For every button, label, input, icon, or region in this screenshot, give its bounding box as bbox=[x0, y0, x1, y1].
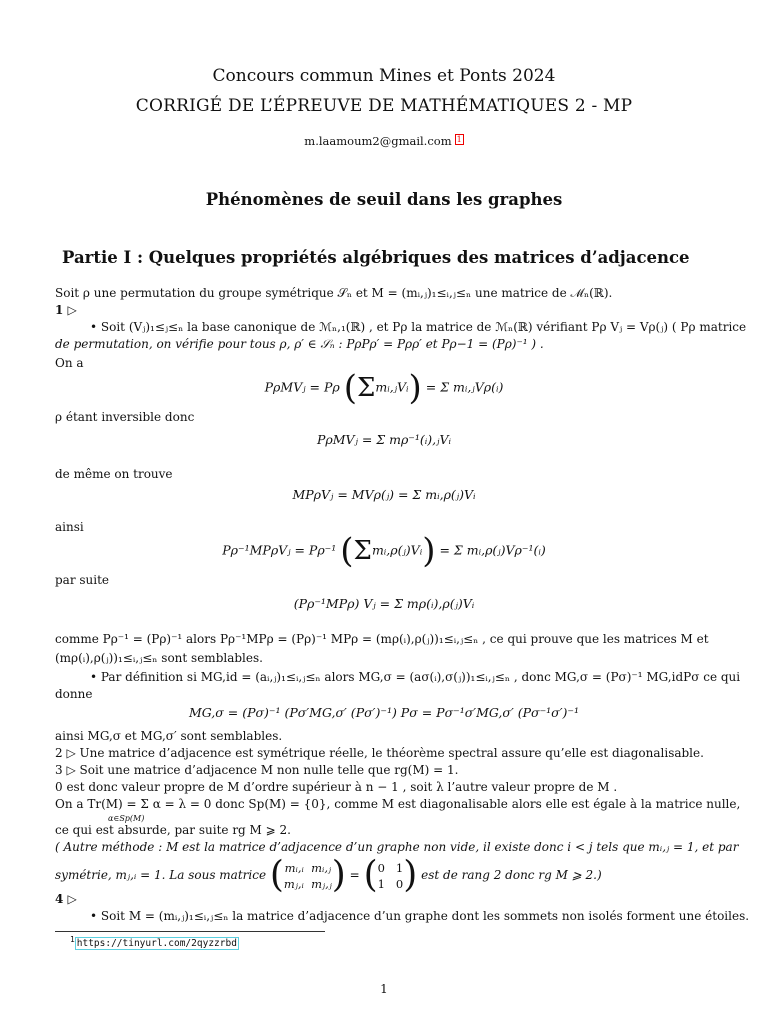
eq1-left: PρMVⱼ = Pρ bbox=[264, 379, 340, 395]
text-ainsi: ainsi bbox=[55, 520, 84, 534]
author-line bbox=[0, 134, 768, 148]
text-semblables: ainsi MG,σ et MG,σ′ sont semblables. bbox=[55, 729, 283, 743]
matrix-entry: 1 bbox=[377, 876, 385, 891]
autre-text-a: symétrie, mⱼ,ᵢ = 1. La sous matrice bbox=[55, 868, 267, 882]
eq4-right: = Σ mᵢ,ρ(ⱼ)Vρ⁻¹(ᵢ) bbox=[439, 542, 546, 558]
equation-6: MG,σ = (Pσ)⁻¹ (Pσ′MG,σ′ (Pσ′)⁻¹) Pσ = Pσ⁻¹σ′MG,σ′ (Pσ⁻¹σ′)⁻¹ bbox=[188, 705, 580, 720]
question-1-label: 1 ▷ bbox=[55, 303, 77, 317]
question-3: 3 ▷ Soit une matrice d’adjacence M non nulle telle que rg(M) = 1. bbox=[55, 763, 459, 777]
footnote-rule bbox=[55, 931, 325, 932]
sub-matrix bbox=[284, 860, 332, 892]
equation-4: Pρ⁻¹MPρVⱼ = Pρ⁻¹ (Σmᵢ,ρ(ⱼ)Vᵢ) = Σ mᵢ,ρ(ⱼ)Vρ⁻¹(ᵢ) bbox=[222, 531, 546, 571]
footnote bbox=[70, 935, 239, 949]
footnote-reference[interactable]: 1 bbox=[456, 135, 462, 144]
text-par-suite: par suite bbox=[55, 573, 110, 587]
question-3-line4: ce qui est absurde, par suite rg M ⩾ 2. bbox=[55, 823, 291, 837]
text-on-a: On a bbox=[55, 356, 84, 370]
question-3-line2: 0 est donc valeur propre de M d’ordre supérieur à n − 1 , soit λ l’autre valeur propre de M . bbox=[55, 780, 618, 794]
document-title: Concours commun Mines et Ponts 2024 bbox=[212, 66, 556, 86]
footnote-mark: 1 bbox=[70, 935, 75, 944]
autre-methode-line2: symétrie, mⱼ,ᵢ = 1. La sous matrice (mᵢ,ᵢ mᵢ,ⱼ mⱼ,ᵢ mⱼ,ⱼ) = (0 1 1 0) est de rang 2 donc rg M ⩾ 2.) bbox=[55, 854, 602, 896]
question-3-line3: On a Tr(M) = Σ α = λ = 0 donc Sp(M) = {0}, comme M est diagonalisable alors elle est égale à la matrice nulle, bbox=[55, 797, 741, 811]
bullet-4: • Soit M = (mᵢ,ⱼ)₁≤ᵢ,ⱼ≤ₙ la matrice d’adjacence d’un graphe dont les sommets non isolés forment une étoiles. bbox=[90, 909, 750, 923]
autre-text-b: est de rang 2 donc rg M ⩾ 2.) bbox=[421, 868, 602, 882]
matrix-entry: mᵢ,ⱼ bbox=[311, 860, 332, 875]
matrix-entry: mⱼ,ⱼ bbox=[311, 876, 332, 891]
text-inversible: ρ étant inversible donc bbox=[55, 410, 195, 424]
page-number: 1 bbox=[380, 982, 388, 996]
matrix-entry: 0 bbox=[395, 876, 404, 891]
eq4-left: Pρ⁻¹MPρVⱼ = Pρ⁻¹ bbox=[222, 542, 337, 558]
section-title: Phénomènes de seuil dans les graphes bbox=[205, 190, 563, 209]
question-4-label: 4 ▷ bbox=[55, 892, 77, 906]
trace-subscript: α∈Sp(M) bbox=[108, 814, 145, 823]
equation-3: MPρVⱼ = MVρ(ⱼ) = Σ mᵢ,ρ(ⱼ)Vᵢ bbox=[292, 487, 476, 502]
question-2: 2 ▷ Une matrice d’adjacence est symétrique réelle, le théorème spectral assure qu’elle est diagonalisable. bbox=[55, 746, 704, 760]
comme-line2: (mρ(ᵢ),ρ(ⱼ))₁≤ᵢ,ⱼ≤ₙ sont semblables. bbox=[55, 651, 263, 665]
bullet-2-line1: • Par définition si MG,id = (aᵢ,ⱼ)₁≤ᵢ,ⱼ≤ₙ alors MG,σ = (aσ(ᵢ),σ(ⱼ))₁≤ᵢ,ⱼ≤ₙ , donc MG,σ = (Pσ)⁻¹ MG,idPσ ce qui bbox=[90, 670, 741, 684]
matrix-entry: 0 bbox=[377, 860, 385, 875]
author-email[interactable]: m.laamoum2@gmail.com bbox=[304, 134, 452, 148]
autre-methode-line1: ( Autre méthode : M est la matrice d’adjacence d’un graphe non vide, il existe donc i < j tels que mᵢ,ⱼ = 1, et par bbox=[55, 840, 739, 854]
bullet-1-line1: • Soit (Vⱼ)₁≤ⱼ≤ₙ la base canonique de ℳₙ,₁(ℝ) , et Pρ la matrice de ℳₙ(ℝ) vérifiant Pρ Vⱼ = Vρ(ⱼ) ( Pρ matrice bbox=[90, 320, 747, 334]
eq1-right: = Σ mᵢ,ⱼVρ(ᵢ) bbox=[425, 379, 504, 395]
comme-line1: comme Pρ⁻¹ = (Pρ)⁻¹ alors Pρ⁻¹MPρ = (Pρ)⁻¹ MPρ = (mρ(ᵢ),ρ(ⱼ))₁≤ᵢ,ⱼ≤ₙ , ce qui prouve que les matrices M et bbox=[55, 632, 709, 646]
matrix-entry: 1 bbox=[395, 860, 404, 875]
part-title: Partie I : Quelques propriétés algébriques des matrices d’adjacence bbox=[62, 248, 690, 267]
equation-1: PρMVⱼ = Pρ (Σmᵢ,ⱼVᵢ) = Σ mᵢ,ⱼVρ(ᵢ) bbox=[264, 368, 504, 408]
text-de-meme: de même on trouve bbox=[55, 467, 173, 481]
footnote-link[interactable]: https://tinyurl.com/2qyzzrbd bbox=[76, 938, 237, 950]
bullet-1-line2: de permutation, on vérifie pour tous ρ, ρ′ ∈ 𝒮ₙ : PρPρ′ = Pρρ′ et Pρ−1 = (Pρ)⁻¹ ) . bbox=[55, 337, 544, 351]
value-matrix bbox=[378, 860, 404, 892]
equation-2: PρMVⱼ = Σ mρ⁻¹(ᵢ),ⱼVᵢ bbox=[316, 432, 451, 447]
intro-text: Soit ρ une permutation du groupe symétrique 𝒮ₙ et M = (mᵢ,ⱼ)₁≤ᵢ,ⱼ≤ₙ une matrice de ℳₙ(ℝ). bbox=[55, 286, 613, 300]
matrix-entry: mᵢ,ᵢ bbox=[284, 860, 304, 875]
bullet-2-line2: donne bbox=[55, 687, 93, 701]
matrix-entry: mⱼ,ᵢ bbox=[283, 876, 304, 891]
equation-5: (Pρ⁻¹MPρ) Vⱼ = Σ mρ(ᵢ),ρ(ⱼ)Vᵢ bbox=[293, 596, 475, 611]
eq4-inner: mᵢ,ρ(ⱼ)Vᵢ bbox=[371, 542, 423, 558]
eq1-inner: mᵢ,ⱼVᵢ bbox=[375, 379, 409, 395]
document-subtitle: CORRIGÉ DE L’ÉPREUVE DE MATHÉMATIQUES 2 - MP bbox=[135, 96, 633, 116]
